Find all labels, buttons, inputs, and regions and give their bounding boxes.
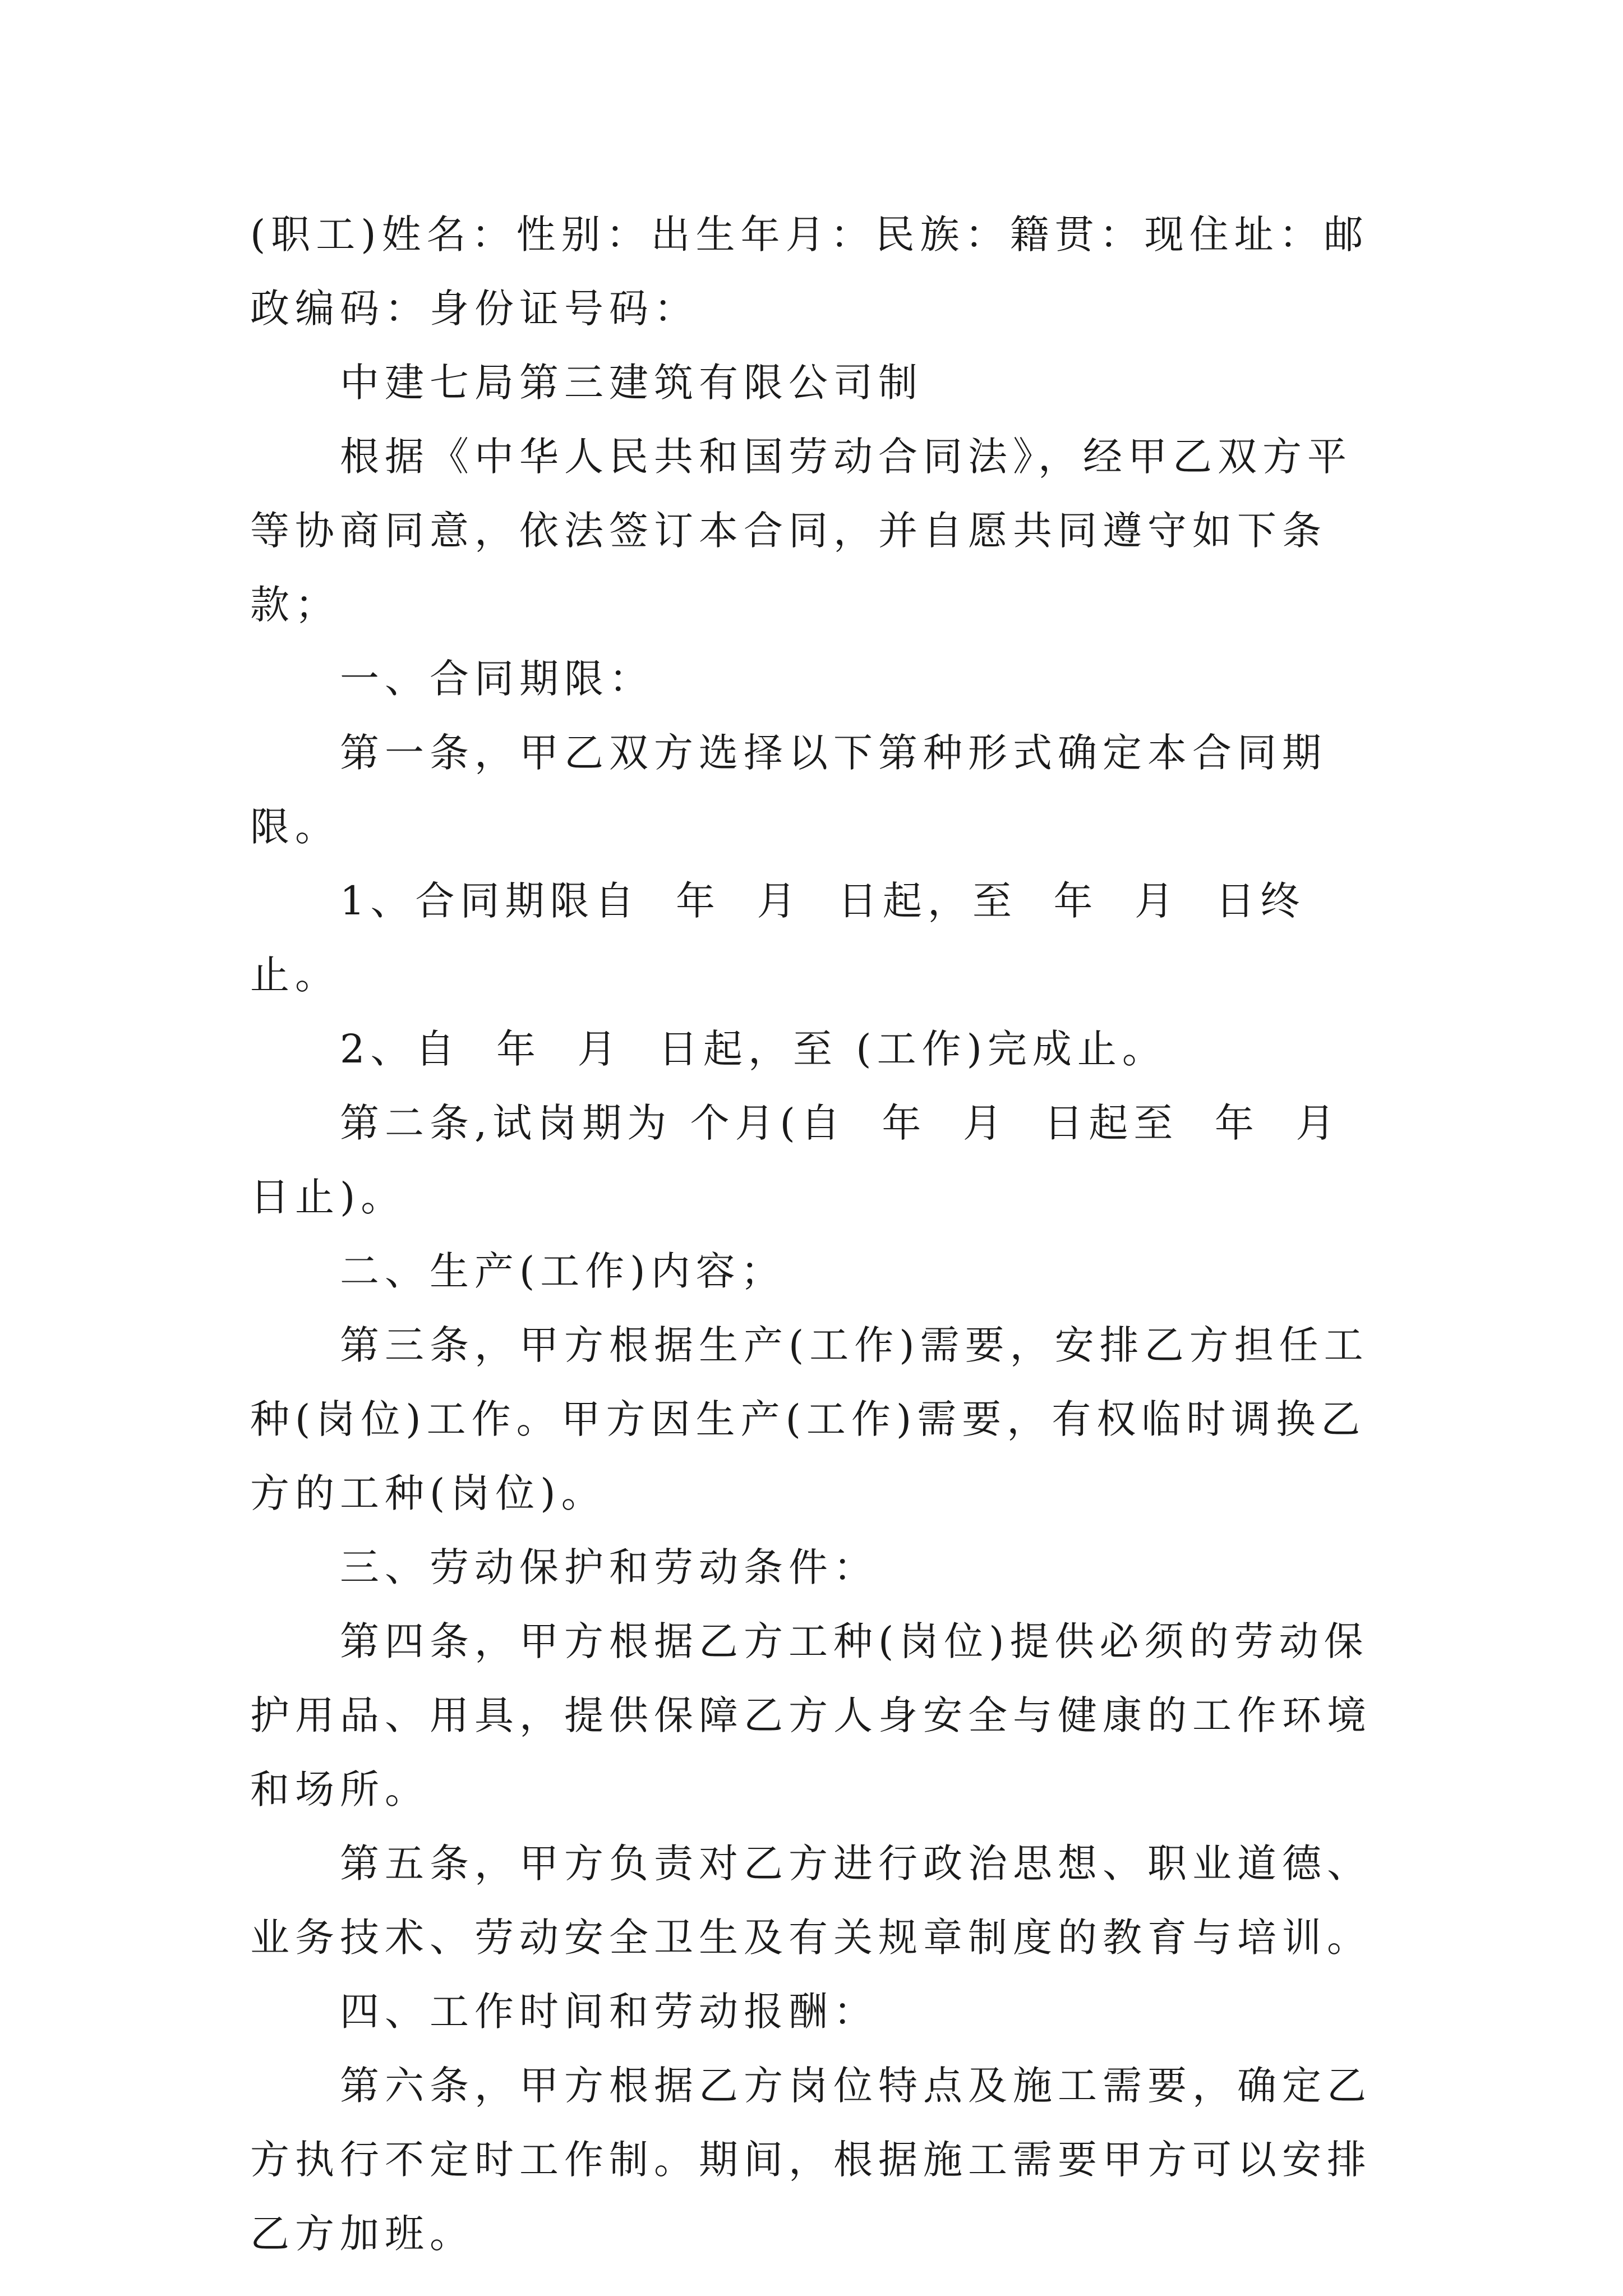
section-heading-work-content: 二、生产(工作)内容； [340,1248,786,1294]
article-6: 第六条，甲方根据乙方岗位特点及施工需要，确定乙方执行不定时工作制。期间，根据施工需要甲方可以安排乙方加班。 [250,2063,1372,2257]
company-name-line: 中建七局第三建筑有限公司制 [340,360,923,406]
section-heading-contract-term: 一、合同期限： [340,656,654,702]
term-option-2: 2、自 年 月 日起，至 (工作)完成止。 [340,1026,1167,1072]
term-option-1: 1、合同期限自 年 月 日起，至 年 月 日终止。 [250,878,1306,998]
article-4: 第四条，甲方根据乙方工种(岗位)提供必须的劳动保护用品、用具，提供保障乙方人身安全与健康的工作环境和场所。 [250,1618,1372,1812]
document-body [250,197,1394,2271]
section-heading-work-hours-pay: 四、工作时间和劳动报酬： [340,1989,878,2035]
article-3: 第三条，甲方根据生产(工作)需要，安排乙方担任工种(岗位)工作。甲方因生产(工作)需要，有权临时调换乙方的工种(岗位)。 [250,1322,1369,1516]
employee-info-fields: (职工)姓名：性别：出生年月：民族：籍贯：现住址：邮政编码：身份证号码： [250,211,1369,332]
section-heading-labor-protection: 三、劳动保护和劳动条件： [340,1544,878,1590]
article-2: 第二条,试岗期为 个月(自 年 月 日起至 年 月 日止)。 [250,1100,1377,1220]
article-1: 第一条，甲乙双方选择以下第种形式确定本合同期限。 [250,730,1327,850]
contract-preamble: 根据《中华人民共和国劳动合同法》，经甲乙双方平等协商同意，依法签订本合同，并自愿共同遵守如下条款； [250,434,1352,628]
article-5: 第五条，甲方负责对乙方进行政治思想、职业道德、业务技术、劳动安全卫生及有关规章制度的教育与培训。 [250,1841,1372,1961]
